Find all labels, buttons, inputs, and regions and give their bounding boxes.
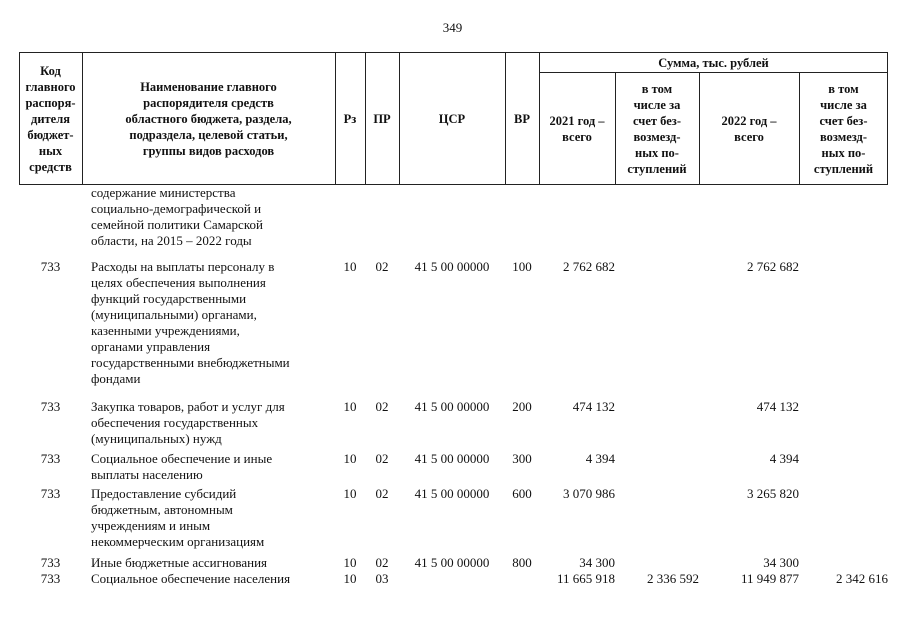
cell-code: 733 — [40, 451, 61, 466]
header-2022-total: 2022 год – всего — [721, 113, 777, 144]
cell-code: 733 — [40, 486, 61, 501]
cell-code: 733 — [40, 259, 61, 274]
cell-name: Расходы на выплаты персоналу в целях обеспечения выполнения функций государственными (муниципальными) органами, казенными учреждениями, органами управления государственными внебюджетными фондами — [91, 259, 290, 386]
cell-code: 733 — [40, 555, 61, 570]
header-2022-free: в том числе за счет без- возмезд- ных по- ступлений — [813, 81, 874, 176]
page-number: 349 — [442, 20, 463, 35]
cell-code: 733 — [40, 399, 61, 414]
cell-name: Предоставление субсидий бюджетным, автономным учреждениям и иным некоммерческим организациям — [91, 486, 265, 549]
cell-2021-total: 474 132 — [572, 399, 615, 414]
cell-code: 733 — [40, 571, 61, 586]
cell-2022-total: 3 265 820 — [747, 486, 799, 501]
cell-pr: 02 — [375, 451, 389, 466]
cell-2022-free: 2 342 616 — [836, 571, 888, 586]
cell-2021-total: 11 665 918 — [556, 571, 615, 586]
cell-name: содержание министерства социально-демографической и семейной политики Самарской области, на 2015 – 2022 годы — [91, 185, 263, 248]
header-csr: ЦСР — [438, 111, 466, 126]
cell-2021-free: 2 336 592 — [647, 571, 699, 586]
cell-vr: 200 — [512, 399, 532, 414]
cell-rz: 10 — [343, 486, 357, 501]
cell-2022-total: 4 394 — [769, 451, 799, 466]
cell-name: Социальное обеспечение населения — [91, 571, 291, 586]
cell-vr: 100 — [512, 259, 532, 274]
cell-2021-total: 2 762 682 — [563, 259, 615, 274]
header-rz: Рз — [343, 111, 357, 126]
header-2021-free: в том числе за счет без- возмезд- ных по- ступлений — [627, 81, 687, 176]
cell-2022-total: 474 132 — [756, 399, 799, 414]
cell-2022-total: 2 762 682 — [747, 259, 799, 274]
cell-rz: 10 — [343, 555, 357, 570]
cell-csr: 41 5 00 00000 — [414, 259, 490, 274]
cell-rz: 10 — [343, 399, 357, 414]
cell-2021-total: 3 070 986 — [563, 486, 615, 501]
cell-csr: 41 5 00 00000 — [414, 399, 490, 414]
cell-rz: 10 — [343, 571, 357, 586]
header-code: Код главного распоря- дителя бюджет- ных средств — [25, 63, 76, 174]
cell-csr: 41 5 00 00000 — [414, 451, 490, 466]
cell-2022-total: 11 949 877 — [740, 571, 799, 586]
cell-name: Закупка товаров, работ и услуг для обеспечения государственных (муниципальных) нужд — [91, 399, 285, 446]
cell-pr: 02 — [375, 486, 389, 501]
cell-csr: 41 5 00 00000 — [414, 555, 490, 570]
cell-name: Социальное обеспечение и иные выплаты населению — [91, 451, 273, 482]
cell-rz: 10 — [343, 451, 357, 466]
header-vr: ВР — [514, 111, 530, 126]
table-header — [19, 52, 888, 185]
cell-csr: 41 5 00 00000 — [414, 486, 490, 501]
cell-rz: 10 — [343, 259, 357, 274]
cell-pr: 03 — [375, 571, 389, 586]
header-sum-group: Сумма, тыс. рублей — [658, 56, 769, 70]
cell-2021-total: 34 300 — [579, 555, 615, 570]
cell-pr: 02 — [375, 399, 389, 414]
cell-2021-total: 4 394 — [585, 451, 615, 466]
cell-pr: 02 — [375, 555, 389, 570]
cell-name: Иные бюджетные ассигнования — [91, 555, 268, 570]
header-pr: ПР — [373, 111, 391, 126]
header-name: Наименование главного распорядителя средств областного бюджета, раздела, подраздела, целевой статьи, группы видов расходов — [125, 79, 292, 158]
cell-pr: 02 — [375, 259, 389, 274]
header-2021-total: 2021 год – всего — [549, 113, 605, 144]
cell-vr: 600 — [512, 486, 532, 501]
cell-vr: 300 — [512, 451, 532, 466]
cell-vr: 800 — [512, 555, 532, 570]
cell-2022-total: 34 300 — [763, 555, 799, 570]
